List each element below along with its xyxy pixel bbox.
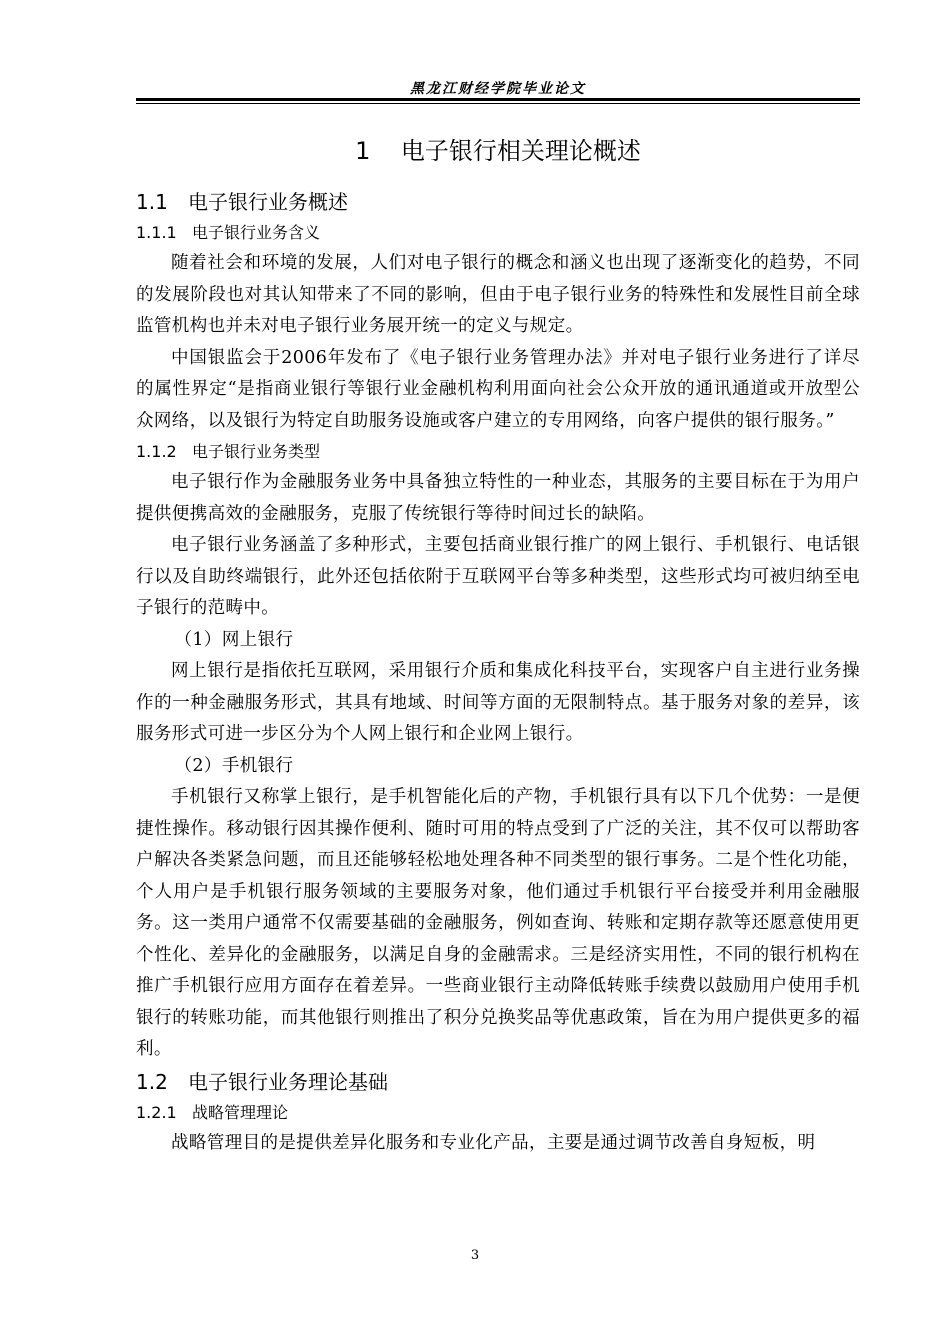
subsection-heading-1-1-1 [136, 218, 860, 248]
section-number: 1.2 [136, 1069, 168, 1094]
section-title: 电子银行业务理论基础 [188, 1069, 388, 1094]
subsection-title: 电子银行业务类型 [192, 442, 321, 461]
paragraph: 随着社会和环境的发展，人们对电子银行的概念和涵义也出现了逐渐变化的趋势，不同的发展阶段也对其认知带来了不同的影响，但由于电子银行业务的特殊性和发展性目前全球监管机构也并未对电子银行业务展开统一的定义与规定。 [136, 253, 860, 336]
paragraph: 中国银监会于2006年发布了《电子银行业务管理办法》并对电子银行业务进行了详尽的属性界定“是指商业银行等银行业金融机构利用面向社会公众开放的通讯通道或开放型公众网络，以及银行为特定自助服务设施或客户建立的专用网络，向客户提供的银行服务。” [136, 347, 860, 431]
running-header: 黑龙江财经学院毕业论文 [410, 81, 586, 97]
list-heading: （1）网上银行 [174, 629, 294, 650]
header-rule-thick [136, 98, 860, 101]
header-rule-thin [136, 103, 860, 104]
paragraph: 电子银行业务涵盖了多种形式，主要包括商业银行推广的网上银行、手机银行、电话银行以及自助终端银行，此外还包括依附于互联网平台等多种类型，这些形式均可被归纳至电子银行的范畴中。 [136, 535, 860, 618]
subsection-title: 电子银行业务含义 [192, 223, 321, 242]
paragraph: 战略管理目的是提供差异化服务和专业化产品，主要是通过调节改善自身短板，明 [171, 1132, 816, 1153]
page-number: 3 [470, 1248, 480, 1263]
chapter-title [136, 134, 860, 168]
chapter-number: 1 [355, 137, 371, 165]
subsection-number: 1.2.1 [136, 1102, 177, 1122]
subsection-number: 1.1.2 [136, 442, 177, 461]
body-content [136, 118, 860, 1159]
paragraph: 网上银行是指依托互联网，采用银行介质和集成化科技平台，实现客户自主进行业务操作的一种金融服务形式，其具有地域、时间等方面的无限制特点。基于服务对象的差异，该服务形式可进一步区分为个人网上银行和企业网上银行。 [136, 661, 860, 744]
subsection-heading-1-2-1 [136, 1098, 860, 1128]
paragraph: 手机银行又称掌上银行，是手机智能化后的产物，手机银行具有以下几个优势：一是便捷性操作。移动银行因其操作便利、随时可用的特点受到了广泛的关注，其不仅可以帮助客户解决各类紧急问题，而且还能够轻松地处理各种不同类型的银行事务。二是个性化功能，个人用户是手机银行服务领域的主要服务对象，他们通过手机银行平台接受并利用金融服务。这一类用户通常不仅需要基础的金融服务，例如查询、转账和定期存款等还愿意使用更个性化、差异化的金融服务，以满足自身的金融需求。三是经济实用性，不同的银行机构在推广手机银行应用方面存在着差异。一些商业银行主动降低转账手续费以鼓励用户使用手机银行的转账功能，而其他银行则推出了积分兑换奖品等优惠政策，旨在为用户提供更多的福利。 [136, 787, 860, 1059]
subsection-number: 1.1.1 [136, 223, 177, 242]
subsection-title: 战略管理理论 [192, 1102, 289, 1122]
subsection-heading-1-1-2 [136, 437, 860, 467]
paragraph: 电子银行作为金融服务业务中具备独立特性的一种业态，其服务的主要目标在于为用户提供便携高效的金融服务，克服了传统银行等待时间过长的缺陷。 [136, 472, 860, 524]
section-number: 1.1 [136, 190, 168, 214]
section-title: 电子银行业务概述 [188, 190, 348, 214]
section-heading-1-1 [136, 186, 860, 218]
chapter-title-text: 电子银行相关理论概述 [400, 137, 641, 165]
list-heading: （2）手机银行 [174, 755, 294, 776]
section-heading-1-2 [136, 1066, 860, 1098]
